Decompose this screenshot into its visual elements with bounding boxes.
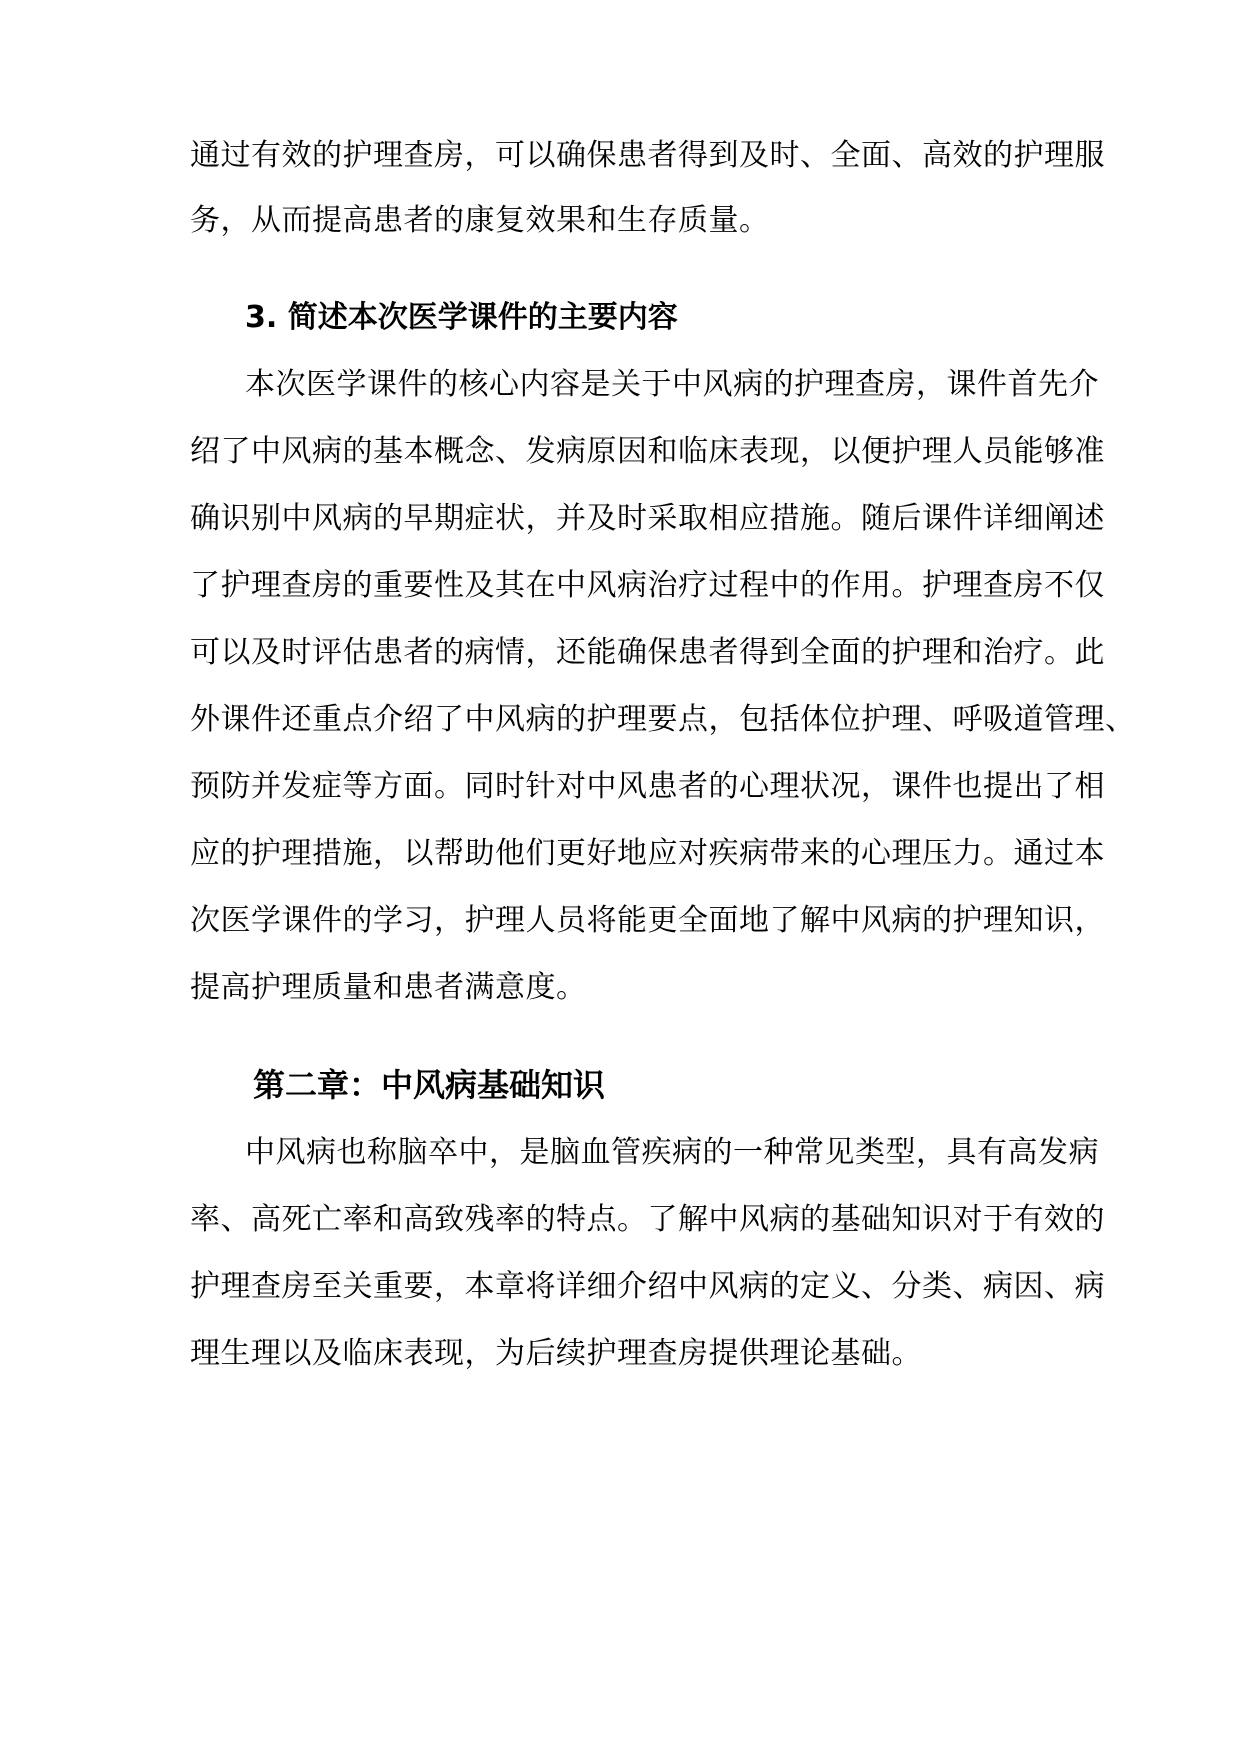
- section-heading: 3. 简述本次医学课件的主要内容: [245, 300, 678, 335]
- paragraph-line: 可以及时评估患者的病情，还能确保患者得到全面的护理和治疗。此: [190, 635, 1105, 670]
- paragraph-line: 务，从而提高患者的康复效果和生存质量。: [190, 203, 770, 238]
- paragraph-line: 通过有效的护理查房，可以确保患者得到及时、全面、高效的护理服: [190, 138, 1105, 173]
- paragraph-line: 预防并发症等方面。同时针对中风患者的心理状况，课件也提出了相: [190, 769, 1105, 804]
- chapter-heading: 第二章：中风病基础知识: [253, 1066, 606, 1104]
- paragraph-line: 应的护理措施，以帮助他们更好地应对疾病带来的心理压力。通过本: [190, 836, 1105, 871]
- paragraph-line: 本次医学课件的核心内容是关于中风病的护理查房，课件首先介: [245, 367, 1099, 402]
- paragraph-line: 提高护理质量和患者满意度。: [190, 970, 587, 1005]
- paragraph-line: 外课件还重点介绍了中风病的护理要点，包括体位护理、呼吸道管理、: [190, 702, 1136, 737]
- paragraph-line: 中风病也称脑卒中，是脑血管疾病的一种常见类型，具有高发病: [245, 1135, 1099, 1170]
- paragraph-line: 次医学课件的学习，护理人员将能更全面地了解中风病的护理知识，: [190, 903, 1105, 938]
- paragraph-line: 确识别中风病的早期症状，并及时采取相应措施。随后课件详细阐述: [190, 501, 1105, 536]
- paragraph-line: 绍了中风病的基本概念、发病原因和临床表现，以便护理人员能够准: [190, 434, 1105, 469]
- paragraph-line: 了护理查房的重要性及其在中风病治疗过程中的作用。护理查房不仅: [190, 568, 1105, 603]
- paragraph-line: 率、高死亡率和高致残率的特点。了解中风病的基础知识对于有效的: [190, 1202, 1105, 1237]
- paragraph-line: 护理查房至关重要，本章将详细介绍中风病的定义、分类、病因、病: [190, 1269, 1105, 1304]
- paragraph-line: 理生理以及临床表现，为后续护理查房提供理论基础。: [190, 1336, 922, 1371]
